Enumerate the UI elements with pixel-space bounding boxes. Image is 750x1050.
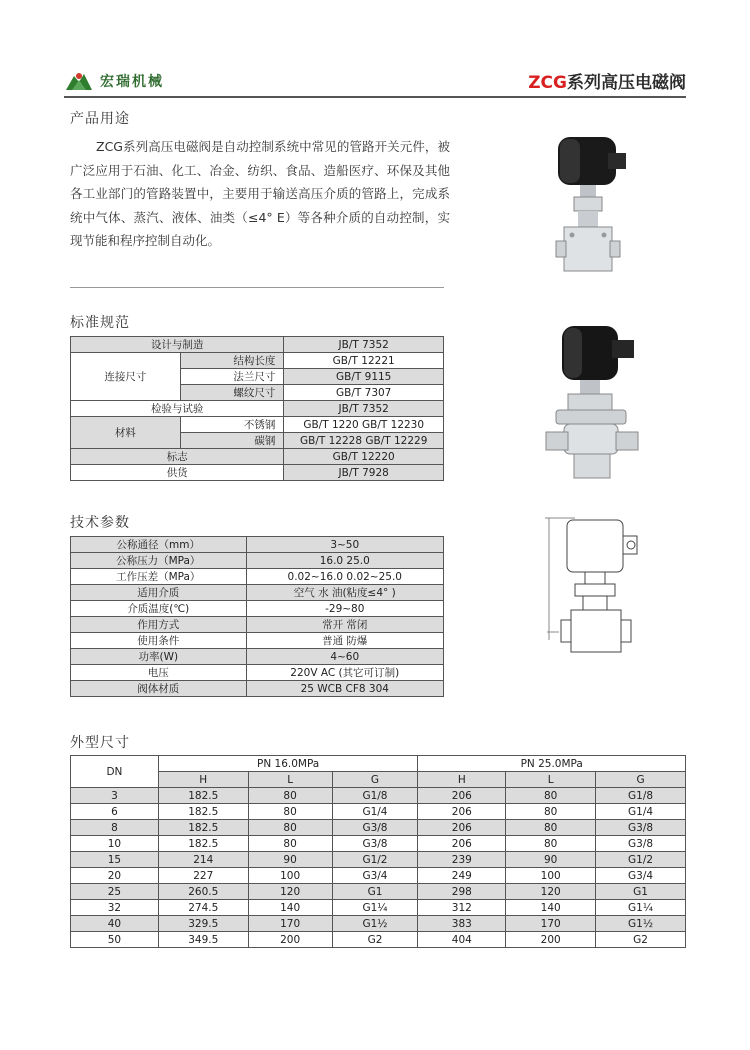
table-row	[71, 465, 444, 481]
std-label: 检验与试验	[71, 401, 284, 417]
dim-cell: 100	[506, 868, 596, 884]
valve-photo-large	[540, 320, 650, 494]
col-header: L	[248, 772, 332, 788]
dim-cell: 206	[418, 804, 506, 820]
dim-cell: 200	[506, 932, 596, 948]
col-header: L	[506, 772, 596, 788]
table-row	[71, 804, 686, 820]
tech-table	[70, 536, 444, 697]
dim-cell: 140	[506, 900, 596, 916]
dim-cell: 80	[248, 788, 332, 804]
std-sub: 螺纹尺寸	[180, 385, 284, 401]
std-label: 设计与制造	[71, 337, 284, 353]
dim-cell: 349.5	[158, 932, 248, 948]
std-sub: 不锈钢	[180, 417, 284, 433]
std-group: 连接尺寸	[71, 353, 181, 401]
dim-cell: 80	[248, 836, 332, 852]
std-sub: 碳钢	[180, 433, 284, 449]
std-sub: 结构长度	[180, 353, 284, 369]
dim-cell: 80	[248, 820, 332, 836]
dim-cell: 100	[248, 868, 332, 884]
std-value: GB/T 1220 GB/T 12230	[284, 417, 444, 433]
series-title	[528, 68, 686, 93]
col-header: G	[332, 772, 418, 788]
tech-label: 公称通径（mm）	[71, 537, 247, 553]
dn-cell: 15	[71, 852, 159, 868]
tech-value: 3~50	[246, 537, 443, 553]
dim-cell: 383	[418, 916, 506, 932]
logo-emblem-icon	[64, 70, 94, 92]
dim-cell: G1/8	[332, 788, 418, 804]
dims-table	[70, 755, 686, 948]
dim-cell: G1/8	[596, 788, 686, 804]
col-header: H	[418, 772, 506, 788]
dn-cell: 10	[71, 836, 159, 852]
tech-value: 空气 水 油(粘度≤4° )	[246, 585, 443, 601]
table-row	[71, 537, 444, 553]
dim-cell: 239	[418, 852, 506, 868]
dim-cell: 260.5	[158, 884, 248, 900]
series-code: ZCG	[528, 73, 567, 93]
tech-label: 功率(W)	[71, 649, 247, 665]
col-header: H	[158, 772, 248, 788]
section-divider	[70, 287, 444, 288]
tech-value: 16.0 25.0	[246, 553, 443, 569]
dim-cell: G3/8	[596, 820, 686, 836]
dim-cell: G3/4	[596, 868, 686, 884]
table-row	[71, 353, 444, 369]
table-row	[71, 852, 686, 868]
dn-header: DN	[71, 756, 159, 788]
dim-cell: 120	[506, 884, 596, 900]
dim-cell: G1½	[332, 916, 418, 932]
tech-label: 电压	[71, 665, 247, 681]
dim-cell: G2	[596, 932, 686, 948]
table-row	[71, 601, 444, 617]
dim-cell: 312	[418, 900, 506, 916]
dim-cell: 329.5	[158, 916, 248, 932]
table-row	[71, 401, 444, 417]
dim-cell: 182.5	[158, 820, 248, 836]
std-group: 材料	[71, 417, 181, 449]
dim-cell: 274.5	[158, 900, 248, 916]
table-row	[71, 569, 444, 585]
tech-value: 普通 防爆	[246, 633, 443, 649]
tech-label: 阀体材质	[71, 681, 247, 697]
table-row	[71, 553, 444, 569]
dim-cell: G3/8	[596, 836, 686, 852]
header-rule	[64, 96, 686, 98]
std-sub: 法兰尺寸	[180, 369, 284, 385]
table-row	[71, 916, 686, 932]
valve-photo-small	[540, 135, 640, 289]
table-row	[71, 932, 686, 948]
std-value: GB/T 12228 GB/T 12229	[284, 433, 444, 449]
std-value: JB/T 7352	[284, 337, 444, 353]
dims-body	[71, 788, 686, 948]
table-row	[71, 900, 686, 916]
dim-cell: 170	[506, 916, 596, 932]
table-row	[71, 788, 686, 804]
table-row	[71, 868, 686, 884]
table-row	[71, 649, 444, 665]
dim-cell: 90	[506, 852, 596, 868]
dim-cell: 80	[506, 820, 596, 836]
dn-cell: 25	[71, 884, 159, 900]
company-name: 宏瑞机械	[100, 74, 164, 90]
tech-label: 使用条件	[71, 633, 247, 649]
tech-label: 工作压差（MPa）	[71, 569, 247, 585]
tech-title: 技术参数	[70, 515, 130, 531]
dim-cell: 80	[506, 836, 596, 852]
table-row	[71, 820, 686, 836]
series-title-text: 系列高压电磁阀	[567, 73, 686, 93]
std-value: GB/T 9115	[284, 369, 444, 385]
usage-paragraph	[70, 135, 450, 253]
tech-label: 作用方式	[71, 617, 247, 633]
dim-cell: 206	[418, 788, 506, 804]
dim-cell: G1/4	[596, 804, 686, 820]
company-logo	[64, 68, 164, 94]
table-row	[71, 633, 444, 649]
std-value: JB/T 7352	[284, 401, 444, 417]
table-row	[71, 681, 444, 697]
dim-cell: 206	[418, 820, 506, 836]
dim-cell: 182.5	[158, 804, 248, 820]
dim-cell: G3/8	[332, 820, 418, 836]
dim-cell: 90	[248, 852, 332, 868]
dn-cell: 6	[71, 804, 159, 820]
table-row	[71, 585, 444, 601]
dim-cell: 206	[418, 836, 506, 852]
std-value: JB/T 7928	[284, 465, 444, 481]
tech-value: 常开 常闭	[246, 617, 443, 633]
dim-cell: 80	[248, 804, 332, 820]
std-value: GB/T 12221	[284, 353, 444, 369]
tech-value: 0.02~16.0 0.02~25.0	[246, 569, 443, 585]
tech-label: 介质温度(℃)	[71, 601, 247, 617]
dim-cell: 214	[158, 852, 248, 868]
table-header-row	[71, 772, 686, 788]
dim-cell: G3/8	[332, 836, 418, 852]
dim-cell: G1	[596, 884, 686, 900]
tech-label: 适用介质	[71, 585, 247, 601]
valve-line-drawing	[545, 512, 655, 676]
dn-cell: 50	[71, 932, 159, 948]
dim-cell: G1½	[596, 916, 686, 932]
std-value: GB/T 7307	[284, 385, 444, 401]
dim-cell: G2	[332, 932, 418, 948]
dim-cell: G1/4	[332, 804, 418, 820]
dim-cell: 170	[248, 916, 332, 932]
table-row	[71, 617, 444, 633]
dim-cell: 249	[418, 868, 506, 884]
dim-cell: 120	[248, 884, 332, 900]
dim-cell: G3/4	[332, 868, 418, 884]
table-row	[71, 665, 444, 681]
dn-cell: 8	[71, 820, 159, 836]
table-row	[71, 449, 444, 465]
pn25-header: PN 25.0MPa	[418, 756, 686, 772]
dim-cell: 200	[248, 932, 332, 948]
tech-value: 25 WCB CF8 304	[246, 681, 443, 697]
dim-cell: G1	[332, 884, 418, 900]
standards-table	[70, 336, 444, 481]
table-row	[71, 884, 686, 900]
table-row	[71, 417, 444, 433]
tech-value: 4~60	[246, 649, 443, 665]
table-header-row	[71, 756, 686, 772]
dim-cell: 404	[418, 932, 506, 948]
dim-cell: 182.5	[158, 788, 248, 804]
standards-title: 标准规范	[70, 315, 130, 331]
pn16-header: PN 16.0MPa	[158, 756, 418, 772]
usage-text: ZCG系列高压电磁阀是自动控制系统中常见的管路开关元件，被广泛应用于石油、化工、冶金、纺织、食品、造船医疗、环保及其他各工业部门的管路装置中，主要用于输送高压介质的管路上，完成系统中气体、蒸汽、液体、油类（≤4° E）等各种介质的自动控制，实现节能和程序控制自动化。	[70, 139, 450, 248]
std-value: GB/T 12220	[284, 449, 444, 465]
dim-cell: 80	[506, 788, 596, 804]
dn-cell: 40	[71, 916, 159, 932]
dim-cell: 227	[158, 868, 248, 884]
dim-cell: 182.5	[158, 836, 248, 852]
dim-cell: 80	[506, 804, 596, 820]
tech-value: -29~80	[246, 601, 443, 617]
dn-cell: 32	[71, 900, 159, 916]
std-label: 标志	[71, 449, 284, 465]
usage-title: 产品用途	[70, 111, 130, 127]
std-label: 供货	[71, 465, 284, 481]
dims-title: 外型尺寸	[70, 735, 130, 751]
dim-cell: G1/2	[596, 852, 686, 868]
dim-cell: G1¼	[596, 900, 686, 916]
table-row	[71, 337, 444, 353]
dim-cell: 298	[418, 884, 506, 900]
dim-cell: G1¼	[332, 900, 418, 916]
col-header: G	[596, 772, 686, 788]
dim-cell: 140	[248, 900, 332, 916]
table-row	[71, 836, 686, 852]
dim-cell: G1/2	[332, 852, 418, 868]
dn-cell: 20	[71, 868, 159, 884]
tech-label: 公称压力（MPa）	[71, 553, 247, 569]
tech-value: 220V AC (其它可订制)	[246, 665, 443, 681]
dn-cell: 3	[71, 788, 159, 804]
